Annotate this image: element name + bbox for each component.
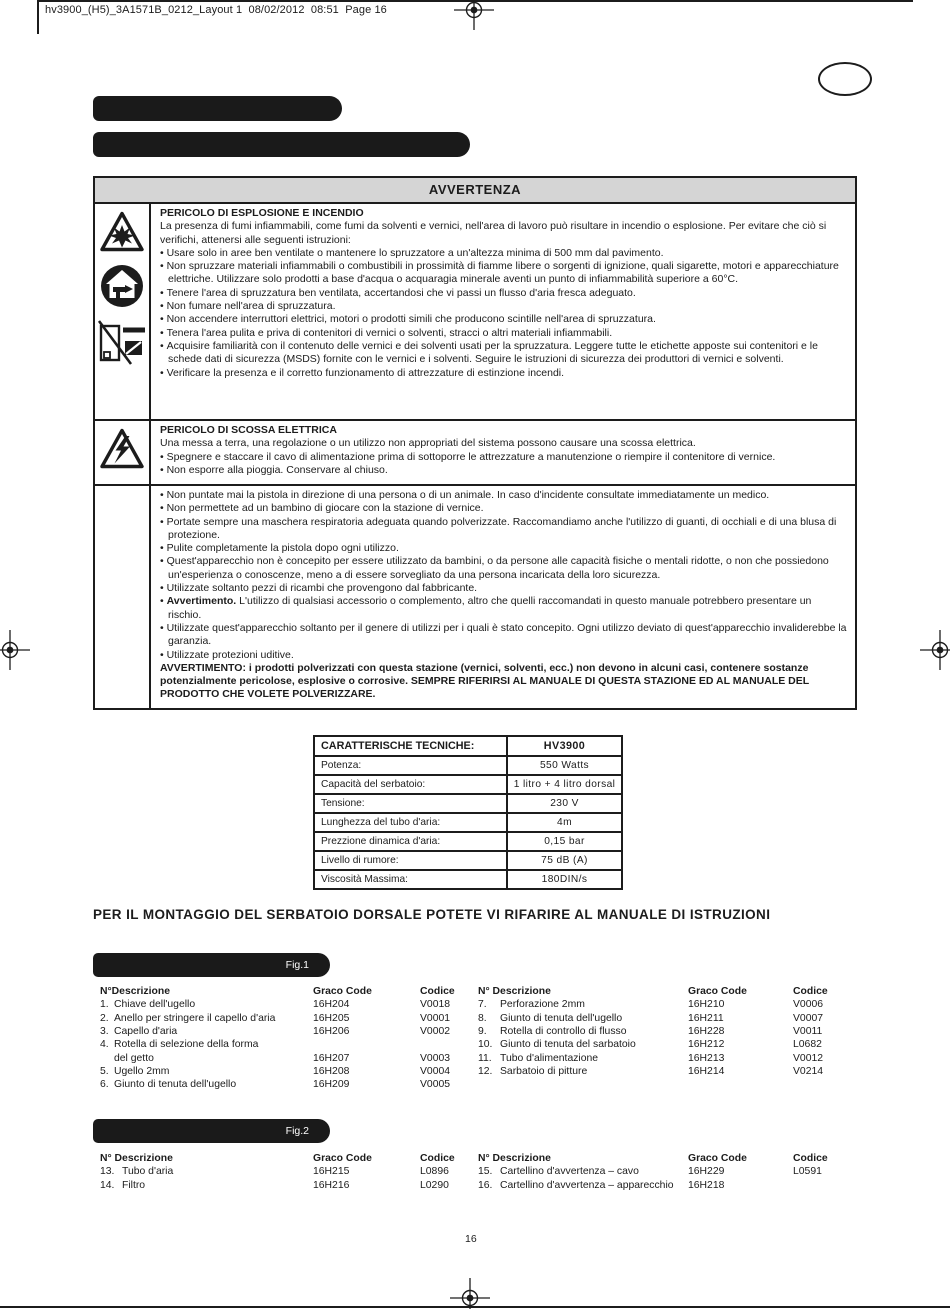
part-no: 6. <box>100 1079 109 1091</box>
warning-bullet: • Verificare la presenza e il corretto funzionamento di attrezzature di estinzione incendi. <box>160 367 847 380</box>
part-desc: Rotella di controllo di flusso <box>500 1026 627 1038</box>
tech-value: 550 Watts <box>539 760 590 771</box>
column-header-desc: N° Descrizione <box>100 1153 173 1164</box>
part-no <box>100 1052 114 1065</box>
part-code: V0214 <box>793 1066 824 1078</box>
tech-label: Potenza: <box>315 757 508 774</box>
part-code: V0003 <box>420 1052 451 1064</box>
part-code: V0005 <box>420 1079 451 1091</box>
tech-row <box>315 755 621 774</box>
column-header-code: Codice <box>420 1153 455 1164</box>
part-code: L0290 <box>420 1179 449 1191</box>
part-desc: del getto <box>114 1052 154 1064</box>
print-job-header: hv3900_(H5)_3A1571B_0212_Layout 1 08/02/2012 08:51 Page 16 <box>45 4 387 16</box>
part-no: 10. <box>478 1039 493 1051</box>
part-code: V0011 <box>793 1026 823 1038</box>
part-code: V0007 <box>793 1012 824 1024</box>
tech-header-row <box>315 737 621 755</box>
fig1-label: Fig.1 <box>285 959 309 971</box>
part-no: 4. <box>100 1039 109 1051</box>
tech-value: 0,15 bar <box>544 836 585 847</box>
column-header-graco: Graco Code <box>688 1153 747 1164</box>
part-graco: 16H207 <box>313 1052 350 1064</box>
part-desc: Tubo d'alimentazione <box>500 1052 599 1064</box>
tech-value: 230 V <box>550 798 579 809</box>
warning-bullet: • Non accendere interruttori elettrici, motori o prodotti simili che producono scintille nell'area di spruzzatura. <box>160 313 847 326</box>
tech-header-value: HV3900 <box>543 740 586 752</box>
tech-row <box>315 850 621 869</box>
part-code: V0001 <box>420 1012 451 1024</box>
column-header-desc: N° Descrizione <box>478 1153 551 1164</box>
warning-bullet: • Acquisire familiarità con il contenuto delle vernici e dei solventi usati per la spruzzatura. Leggere tutte le etichette apposte sui contenitori e le schede dati di sicurezza (MSDS) fornite con le vernici e i solventi. Seguire le istruzioni di sicurezza dei produttori di vernici e solventi. <box>160 340 847 367</box>
warning-row-fire <box>95 204 855 419</box>
warning-bullet: • Portate sempre una maschera respiratoria adeguata quando polverizzate. Raccomandiamo anche l'utilizzo di guanti, di occhiali e di una blusa di protezione. <box>160 516 847 543</box>
warning-bullet: • Non permettete ad un bambino di giocare con la stazione di vernice. <box>160 502 847 515</box>
part-desc: Filtro <box>122 1179 146 1191</box>
column-header-graco: Graco Code <box>313 986 372 997</box>
fig1-parts-list-right <box>478 985 857 1078</box>
warning-bullet: • Tenere l'area di spruzzatura ben ventilata, accertandosi che vi passi un flusso d'aria fresca adeguato. <box>160 287 847 300</box>
redacted-subtitle-bar <box>93 132 470 157</box>
part-graco <box>313 1038 420 1051</box>
part-no: 7. <box>478 999 487 1011</box>
warning-bullet: • Non spruzzare materiali infiammabili o combustibili in prossimità di fiamme libere o sorgenti di ignizione, quali sigarette, motori e apparecchiature elettriche. Utilizzare solo prodotti a base d'acqua o acquaragia minerale aventi un punto di infiammabilità superiore a 60°C. <box>160 260 847 287</box>
tech-label: Tensione: <box>315 795 508 812</box>
final-warning-paragraph: AVVERTIMENTO: i prodotti polverizzati con questa stazione (vernici, solventi, ecc.) non devono in alcuni casi, contenere sostanze potenzialmente pericolose, esplosive o corrosive. SEMPRE RIFERIRSI AL MANUALE DI QUESTA STAZIONE ED AL MANUALE DEL PRODOTTO CHE VOLETE POLVERIZZARE. <box>160 661 809 701</box>
empty-oval-marker <box>818 62 872 96</box>
tech-label: Capacità del serbatoio: <box>315 776 508 793</box>
fig1-parts-list-left <box>100 985 478 1092</box>
part-desc: Giunto di tenuta dell'ugello <box>500 1012 623 1024</box>
part-graco: 16H229 <box>688 1166 725 1178</box>
part-desc: Chiave dell'ugello <box>114 999 196 1011</box>
part-desc: Perforazione 2mm <box>500 999 585 1011</box>
fig2-label-bar <box>93 1119 330 1143</box>
column-header-desc: N° Descrizione <box>478 986 551 997</box>
part-no: 16. <box>478 1179 493 1191</box>
part-no: 2. <box>100 1012 109 1024</box>
part-code: L0896 <box>420 1166 449 1178</box>
warning-bullet: • Utilizzate soltanto pezzi di ricambi che provengono dal fabbricante. <box>160 582 847 595</box>
warning-text-electric <box>151 421 855 484</box>
part-code: V0006 <box>793 999 824 1011</box>
tech-label: Prezzione dinamica d'aria: <box>315 833 508 850</box>
part-no: 1. <box>100 999 109 1011</box>
part-graco: 16H210 <box>688 999 725 1011</box>
registration-mark-icon <box>920 630 950 670</box>
page-number: 16 <box>465 1233 477 1245</box>
warning-bullet: • Usare solo in aree ben ventilate o mantenere lo spruzzatore a un'altezza minima di 500 mm dal pavimento. <box>160 247 847 260</box>
part-graco: 16H206 <box>313 1026 350 1038</box>
warning-bullet: • Non fumare nell'area di spruzzatura. <box>160 300 847 313</box>
part-desc: Rotella di selezione della forma <box>114 1039 259 1051</box>
part-graco: 16H213 <box>688 1052 725 1064</box>
part-no: 5. <box>100 1066 109 1078</box>
part-code: L0682 <box>793 1039 822 1051</box>
part-code: V0002 <box>420 1026 451 1038</box>
registration-mark-icon <box>454 0 494 30</box>
part-graco: 16H205 <box>313 1012 350 1024</box>
warning-text-fire <box>151 204 855 419</box>
tech-label: Livello di rumore: <box>315 852 508 869</box>
part-code: L0591 <box>793 1166 822 1178</box>
warning-heading: PERICOLO DI SCOSSA ELETTRICA <box>160 424 337 436</box>
warning-title: AVVERTENZA <box>95 178 855 204</box>
warning-icon-cell <box>95 421 151 484</box>
tech-row <box>315 793 621 812</box>
part-desc: Tubo d'aria <box>122 1166 174 1178</box>
part-no: 9. <box>478 1026 487 1038</box>
warning-bullet: • Non puntate mai la pistola in direzione di una persona o di un animale. In caso d'incidente consultate immediatamente un medico. <box>160 489 847 502</box>
tech-row <box>315 812 621 831</box>
warning-bullet: • Utilizzate protezioni uditive. <box>160 649 847 662</box>
part-no: 11. <box>478 1052 492 1064</box>
part-desc: Anello per stringere il capello d'aria <box>114 1012 276 1024</box>
redacted-title-bar <box>93 96 342 121</box>
registration-mark-icon <box>450 1278 490 1309</box>
explosion-warning-triangle-icon <box>99 210 145 253</box>
avvertimento-text: L'utilizzo di qualsiasi accessorio o complemento, altro che quelli raccomandati in questo manuale potrebbero presentare un rischio. <box>168 595 812 621</box>
part-no: 3. <box>100 1026 109 1038</box>
part-graco: 16H209 <box>313 1079 350 1091</box>
left-crop-tick <box>37 0 39 34</box>
part-desc: Ugello 2mm <box>114 1066 170 1078</box>
tech-row <box>315 831 621 850</box>
avvertimento-label: Avvertimento. <box>166 595 237 608</box>
warning-row-general <box>95 484 855 708</box>
part-graco: 16H208 <box>313 1066 350 1078</box>
part-graco: 16H211 <box>688 1012 724 1024</box>
part-no: 13. <box>100 1166 115 1178</box>
warning-intro: Una messa a terra, una regolazione o un utilizzo non appropriati del sistema possono causare una scossa elettrica. <box>160 437 696 450</box>
column-header-graco: Graco Code <box>313 1153 372 1164</box>
part-no: 8. <box>478 1012 487 1024</box>
tech-row <box>315 869 621 888</box>
technical-characteristics-table <box>313 735 623 890</box>
fig2-label: Fig.2 <box>285 1125 309 1137</box>
warning-text-general <box>151 486 855 708</box>
part-graco: 16H204 <box>313 999 350 1011</box>
warning-bullet: • Non esporre alla pioggia. Conservare al chiuso. <box>160 464 847 477</box>
tech-value: 180DIN/s <box>541 874 588 885</box>
tech-header-label: CARATTERISCHE TECNICHE: <box>315 737 508 755</box>
warning-heading: PERICOLO DI ESPLOSIONE E INCENDIO <box>160 207 364 219</box>
tech-value: 1 litro + 4 litro dorsal <box>513 779 616 790</box>
column-header-desc: N°Descrizione <box>100 986 170 997</box>
warning-bullet-avvertimento <box>160 595 847 622</box>
tech-row <box>315 774 621 793</box>
registration-mark-icon <box>0 630 30 670</box>
part-graco: 16H212 <box>688 1039 725 1051</box>
fig1-label-bar <box>93 953 330 977</box>
part-graco: 16H228 <box>688 1026 725 1038</box>
part-graco: 16H215 <box>313 1166 350 1178</box>
fig2-parts-list-right <box>478 1152 857 1192</box>
montaggio-note: PER IL MONTAGGIO DEL SERBATOIO DORSALE POTETE VI RIFARIRE AL MANUALE DI ISTRUZIONI <box>93 907 771 922</box>
electric-shock-warning-icon <box>99 427 145 470</box>
no-heat-source-icon <box>97 319 147 365</box>
part-code: V0018 <box>420 999 451 1011</box>
tech-value: 4m <box>557 817 572 828</box>
part-no: 14. <box>100 1179 115 1191</box>
tech-label: Lunghezza del tubo d'aria: <box>315 814 508 831</box>
part-desc: Capello d'aria <box>114 1026 178 1038</box>
column-header-code: Codice <box>793 1153 828 1164</box>
warning-bullet: • Tenera l'area pulita e priva di contenitori di vernici o solventi, stracci o altri materiali infiammabili. <box>160 327 847 340</box>
warning-icon-cell <box>95 486 151 708</box>
part-desc: Cartellino d'avvertenza – apparecchio <box>500 1179 674 1191</box>
part-code: V0004 <box>420 1066 451 1078</box>
column-header-graco: Graco Code <box>688 986 747 997</box>
part-graco: 16H214 <box>688 1066 725 1078</box>
warning-icon-cell <box>95 204 151 419</box>
column-header-code: Codice <box>793 986 828 997</box>
warning-intro: La presenza di fumi infiammabili, come fumi da solventi e vernici, nell'area di lavoro può risultare in incendio o esplosione. Per evitare che ciò si verifichi, attenersi alle seguenti istruzioni: <box>160 220 827 246</box>
warning-table <box>93 176 857 710</box>
part-code: V0012 <box>793 1052 824 1064</box>
part-graco: 16H216 <box>313 1179 350 1191</box>
tech-label: Viscosità Massima: <box>315 871 508 888</box>
part-no: 12. <box>478 1066 493 1078</box>
column-header-code: Codice <box>420 986 455 997</box>
warning-bullet: • Quest'apparecchio non è concepito per essere utilizzato da bambini, o da persone alle capacità fisiche o mentali ridotte, o non che possiedono un'esperienza o conoscenze, meno a di essere sorvegliato da una persona incaricata della loro sicurezza. <box>160 555 847 582</box>
part-graco: 16H218 <box>688 1179 725 1191</box>
warning-bullet: • Spegnere e staccare il cavo di alimentazione prima di sottoporre le attrezzature a manutenzione o riempire il contenitore di vernice. <box>160 451 847 464</box>
warning-bullet: • Pulite completamente la pistola dopo ogni utilizzo. <box>160 542 847 555</box>
spray-area-house-icon <box>100 264 144 308</box>
fig2-parts-list-left <box>100 1152 478 1192</box>
part-desc: Cartellino d'avvertenza – cavo <box>500 1166 639 1178</box>
tech-value: 75 dB (A) <box>541 855 588 866</box>
part-desc: Giunto di tenuta dell'ugello <box>114 1079 237 1091</box>
part-desc: Giunto di tenuta del sarbatoio <box>500 1039 636 1051</box>
part-code <box>420 1038 478 1051</box>
part-desc: Sarbatoio di pitture <box>500 1066 588 1078</box>
part-code <box>793 1179 857 1192</box>
part-no: 15. <box>478 1166 493 1178</box>
warning-bullet: • Utilizzate quest'apparecchio soltanto per il genere di utilizzi per i quali è stato concepito. Ogni utilizzo deviato di quest'apparecchio invaliderebbe la garanzia. <box>160 622 847 649</box>
warning-row-electric <box>95 419 855 484</box>
